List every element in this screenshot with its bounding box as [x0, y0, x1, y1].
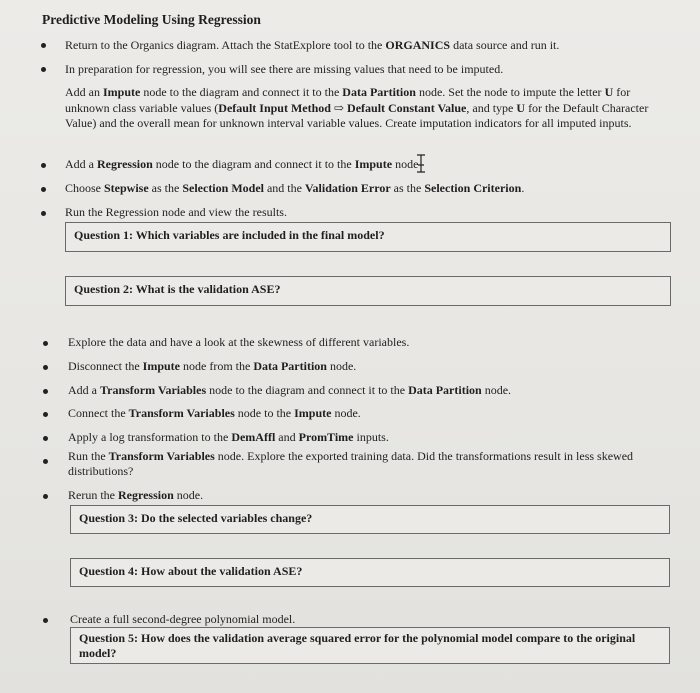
instruction-polynomial: Create a full second-degree polynomial model.: [70, 612, 296, 626]
bullet-marker: [43, 365, 48, 370]
bullet-marker: [43, 389, 48, 394]
instruction-disconnect: Disconnect the Impute node from the Data Partition node.: [68, 359, 357, 373]
question-4-box: [70, 558, 670, 587]
instruction-add-regression: Add a Regression node to the diagram and connect it to the Impute node: [65, 157, 427, 172]
instruction-connect-transform: Connect the Transform Variables node to the Impute node.: [68, 406, 361, 420]
question-3-box: [70, 505, 670, 534]
question-4: Question 4: How about the validation ASE?: [79, 564, 303, 578]
bullet-marker: [41, 187, 46, 192]
bullet-marker: [41, 211, 46, 216]
bullet-marker: [41, 163, 46, 168]
bullet-marker: [43, 341, 48, 346]
bullet-marker: [43, 459, 48, 464]
question-1-box: [65, 222, 671, 252]
bullet-marker: [43, 436, 48, 441]
text-cursor-icon: [415, 158, 427, 170]
instruction-rerun-regression: Rerun the Regression node.: [68, 488, 204, 502]
bullet-marker: [43, 618, 48, 623]
instruction-missing-values: In preparation for regression, you will see there are missing values that need to be imputed.: [65, 62, 504, 76]
instruction-stepwise: Choose Stepwise as the Selection Model and the Validation Error as the Selection Criterion.: [65, 181, 525, 195]
question-3: Question 3: Do the selected variables change?: [79, 511, 313, 525]
impute-paragraph: Add an Impute node to the diagram and connect it to the Data Partition node. Set the node to impute the letter U for unknown class variable values (Default Input Method ⇨ Default Constant Value, and type U for the Default Character Value) and the overall mean for unknown interval variable values. Create imputation indicators for all imputed inputs.: [65, 85, 649, 130]
instruction-organics: Return to the Organics diagram. Attach the StatExplore tool to the ORGANICS data source and run it.: [65, 38, 560, 52]
bullet-marker: [41, 67, 46, 72]
instruction-add-transform: Add a Transform Variables node to the diagram and connect it to the Data Partition node.: [68, 383, 512, 397]
instruction-run-transform: Run the Transform Variables node. Explore the exported training data. Did the transformations result in less skewed distributions?: [68, 449, 634, 478]
bullet-marker: [43, 494, 48, 499]
bullet-marker: [41, 43, 46, 48]
instruction-run-regression: Run the Regression node and view the results.: [65, 205, 287, 219]
question-5: Question 5: How does the validation average squared error for the polynomial model compare to the original model?: [79, 631, 636, 660]
question-5-box: [70, 627, 670, 664]
question-2: Question 2: What is the validation ASE?: [74, 282, 281, 296]
instruction-log-transform: Apply a log transformation to the DemAffl and PromTime inputs.: [68, 430, 389, 444]
page-title: Predictive Modeling Using Regression: [42, 12, 261, 27]
question-1: Question 1: Which variables are included in the final model?: [74, 228, 385, 242]
instruction-explore: Explore the data and have a look at the skewness of different variables.: [68, 335, 410, 349]
question-2-box: [65, 276, 671, 306]
bullet-marker: [43, 412, 48, 417]
